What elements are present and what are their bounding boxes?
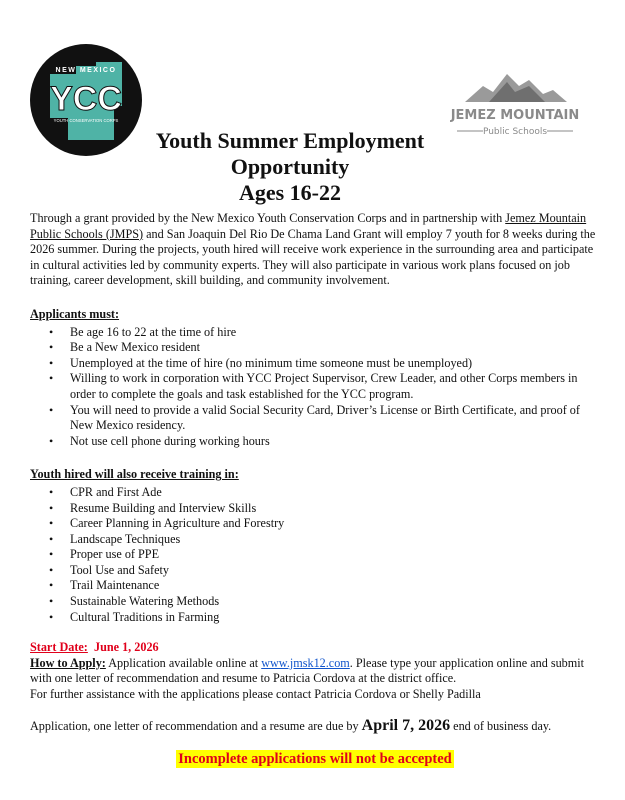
title-line-1: Youth Summer Employment (155, 128, 425, 153)
list-item: • Willing to work in corporation with YCC Project Supervisor, Crew Leader, and other Corps members in order to complete the goals and task established for the YCC program. (70, 371, 600, 402)
list-item: • Be a New Mexico resident (70, 340, 600, 356)
list-item: • Unemployed at the time of hire (no minimum time someone must be unemployed) (70, 356, 600, 372)
applicants-list (30, 325, 600, 450)
list-item: • Tool Use and Safety (70, 563, 600, 579)
list-item: • Career Planning in Agriculture and Forestry (70, 516, 600, 532)
how-to-apply (30, 656, 600, 687)
apply-text-2: . Please type your application online and submit with one letter of recommendation and resume to Patricia Cordova at the district office. (30, 655, 585, 686)
intro-paragraph (30, 211, 600, 289)
list-item: • Sustainable Watering Methods (70, 594, 600, 610)
training-heading: Youth hired will also receive training in: (30, 467, 239, 482)
ycc-logo-bottom-text: YOUTH CONSERVATION CORPS (53, 118, 119, 123)
list-item: • Trail Maintenance (70, 578, 600, 594)
training-list (30, 485, 600, 625)
list-item: • Proper use of PPE (70, 547, 600, 563)
applicants-heading: Applicants must: (30, 306, 120, 321)
list-item: • Be age 16 to 22 at the time of hire (70, 325, 600, 341)
list-item: • Not use cell phone during working hours (70, 434, 600, 450)
incomplete-warning: Incomplete applications will not be accepted (178, 751, 452, 768)
list-item: • Landscape Techniques (70, 532, 600, 548)
intro-text-1: Through a grant provided by the New Mexico Youth Conservation Corps and in partnership with (30, 211, 506, 225)
due-date: April 7, 2026 (361, 716, 451, 734)
assistance-contact: For further assistance with the applications please contact Patricia Cordova or Shelly Padilla (30, 687, 481, 702)
title-line-3: Ages 16-22 (238, 180, 342, 205)
ycc-logo-top-text: NEW MEXICO (55, 67, 117, 74)
due-text-2: end of business day. (450, 718, 552, 733)
due-text-1: Application, one letter of recommendation and a resume are due by (30, 718, 362, 733)
start-date-label: Start Date: (30, 640, 88, 655)
page-title (0, 128, 580, 206)
list-item: • You will need to provide a valid Social Security Card, Driver’s License or Birth Certificate, and proof of New Mexico residency. (70, 403, 600, 434)
warning-wrap (30, 752, 600, 768)
jmps-link-text: Jemez Mountain Public Schools (JMPS) (30, 211, 587, 241)
title-line-2: Opportunity (230, 154, 350, 179)
due-date-line (30, 718, 600, 735)
apply-text-1: Application available online at (105, 655, 262, 670)
how-to-apply-label: How to Apply: (30, 655, 106, 670)
list-item: • Cultural Traditions in Farming (70, 610, 600, 626)
start-date (30, 640, 600, 656)
flyer-body (30, 211, 600, 768)
intro-text-2: and San Joaquin Del Rio De Chama Land Grant will employ 7 youth for 8 weeks during the 2026 summer. During the projects, youth hired will receive work experience in the surrounding area and participate in cultural activities led by community experts. They will also participate in various work plans focused on job training, career development, skill building, and community involvement. (30, 226, 596, 288)
list-item: • CPR and First Ade (70, 485, 600, 501)
application-link[interactable]: www.jmsk12.com (261, 655, 350, 670)
start-date-value: June 1, 2026 (93, 640, 159, 655)
ycc-logo-main-text: YCC (50, 80, 122, 118)
list-item: • Resume Building and Interview Skills (70, 501, 600, 517)
jmps-logo-sub: Public Schools (482, 127, 548, 137)
jmps-logo-name: JEMEZ MOUNTAIN (450, 108, 580, 123)
